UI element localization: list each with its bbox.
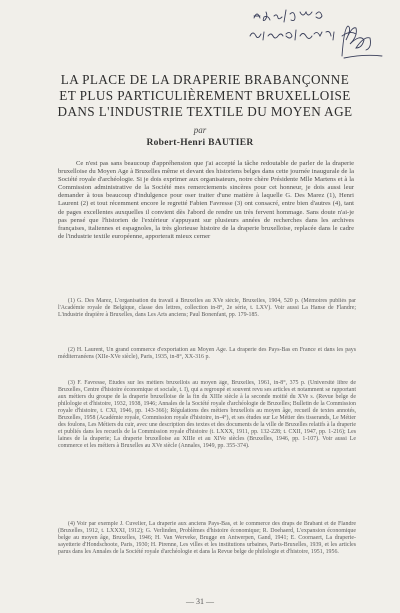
footnote-4: (4) Voir par exemple J. Cuvelier, La draperie aux anciens Pays-Bas, et le commerce des draps de Brabant et de Flandre (Bruxelles, 1912, t. LXXXI, 1912); G. Verlinden, Problèmes d'histoire économique; R. Doehaerd, L'expansion économique belge au moyen âge, Bruxelles, 1946; H. Van Werveke, Brugge en Antwerpen, Gand, 1941; E. Coornaert, La draperie-sayetterie d'Hondschoote, Paris, 1930; H. Pirenne, Les villes et les institutions urbaines, Paris-Bruxelles, 1939, et les articles parus dans les Annales de la Société royale d'archéologie et dans la Revue belge de philologie et d'histoire, 1951, 1956. — [58, 521, 356, 555]
handwritten-dedication — [246, 6, 386, 68]
page-number: — 31 — — [186, 597, 214, 606]
footnote-3: (3) F. Favresse, Études sur les métiers bruxellois au moyen âge, Bruxelles, 1961, in-8°, 375 p. (Université libre de Bruxelles, Centre d'histoire économique et sociale, t. I), qui a regroupé et souvent revu ses articles et notamment se rapportant aux métiers du groupe de la draperie bruxelloise de la fin du XIIIe siècle à la seconde moitié du XVe s. (Revue belge de philologie et d'histoire, 1932, 1938, 1946; Annales de la Société royale d'archéologie de Bruxelles; Bulletin de la Commission royale d'histoire, t. CXI, 1946, pp. 143-366); Régulations des métiers bruxellois au moyen âge, recueil de textes annotés, Bruxelles, 1958 (Académie royale, Commission royale d'histoire, in-4°), et ses études sur Le Métier des tisserands, Le Métier des foulons, Les Métiers du cuir, avec une description des textes et des documents de la ville de Bruxelles relatifs à la draperie et publiés dans les recueils de la Commission royale d'histoire (t. LXXX, 1911, pp. 132-228; t. CXII, 1947, pp. 1-216); Les laines de la draperie; La draperie bruxelloise au XIIIe et au XIVe siècles (Bruxelles, 1946, pp. 1-107). Voir aussi Le commerce et les métiers à Bruxelles au XVe siècle (Annales, 1949, pp. 355-374). — [58, 380, 356, 449]
footnote-2: (2) H. Laurent, Un grand commerce d'exportation au Moyen Age. La draperie des Pays-Bas en France et dans les pays méditerranéens (XIIe-XVe siècle), Paris, 1935, in-8°, XX-316 p. — [58, 347, 356, 360]
title-line-3: DANS L'INDUSTRIE TEXTILE DU MOYEN AGE — [57, 104, 353, 119]
body-paragraph: Ce n'est pas sans beaucoup d'appréhension que j'ai accepté la tâche redoutable de parler de la draperie bruxelloise du Moyen Age à Bruxelles même et devant des historiens belges dans cette journée inaugurale de la Société royale d'archéologie. Si je dois exprimer aux organisateurs, notre chère Présidente Mlle Martens et à la Commission administrative de la Société mes remerciements sincères pour cet honneur, je dois aussi leur demander à tous beaucoup d'indulgence pour oser traiter d'une matière à laquelle G. Des Marez (1), Henri Laurent (2) et tout récemment encore le regretté Fabien Favresse (3) ont consacré, entre bien d'autres (4), tant de pages excellentes auxquelles il convient dès l'abord de rendre un très fervent hommage. Sans doute n'ai-je pas pensé que l'historien de l'extérieur s'appuyant sur plusieurs années de recherches dans les archives françaises, italiennes et espagnoles, la très glorieuse histoire de la draperie bruxelloise, replacée dans le cadre de l'industrie textile européenne, apporterait mieux cerner — [58, 160, 354, 240]
byline-par: par — [193, 125, 207, 135]
author-name: Robert-Henri BAUTIER — [146, 138, 254, 148]
footnote-1: (1) G. Des Marez, L'organisation du travail à Bruxelles au XVe siècle, Bruxelles, 1904, 520 p. (Mémoires publiés par l'Académie royale de Belgique, classe des lettres, collection in-8°, 2e série, t. LXV). Voir aussi La Hanse de Flandre; L'industrie drapière à Bruxelles, dans Les Arts anciens; Paul Bonenfant, pp. 179-185. — [58, 298, 356, 318]
title-line-1: LA PLACE DE LA DRAPERIE BRABANÇONNE — [60, 72, 350, 87]
title-line-2: ET PLUS PARTICULIÈREMENT BRUXELLOISE — [59, 88, 351, 103]
article-title — [40, 72, 370, 120]
handwritten-signature-image — [246, 6, 386, 68]
